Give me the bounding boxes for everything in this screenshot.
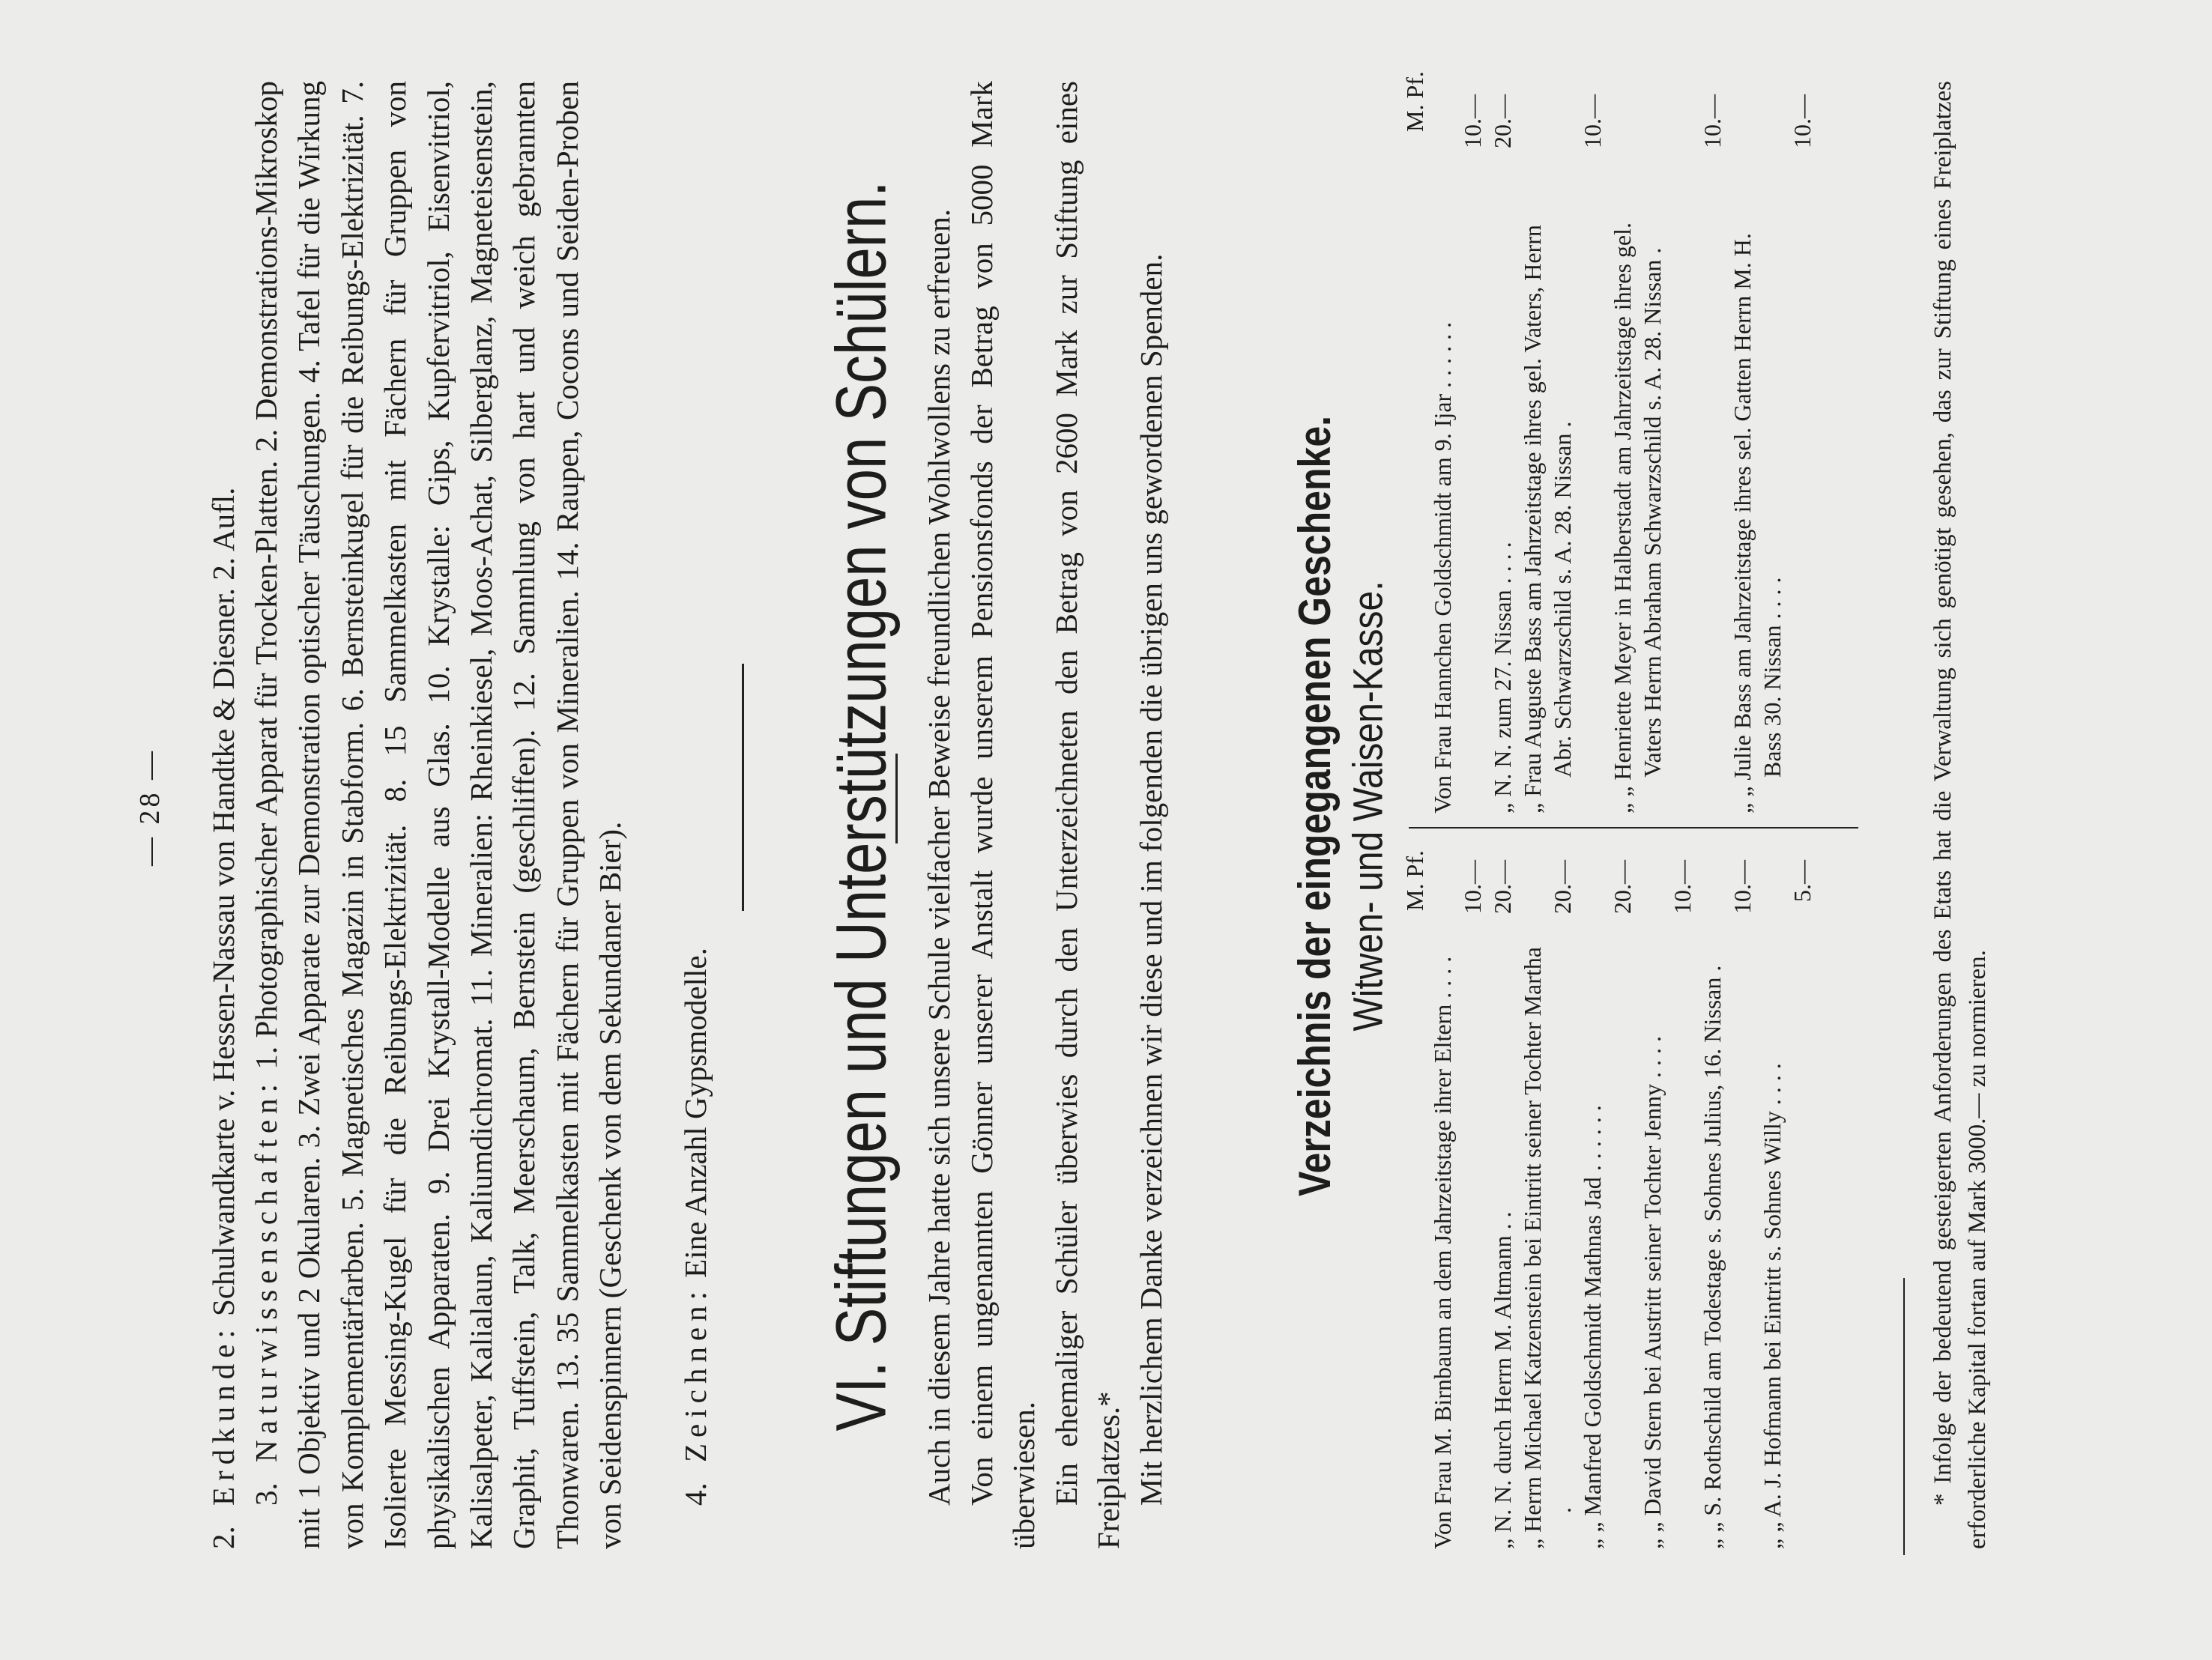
- donation-amount: 20.—: [1609, 860, 1636, 914]
- list-heading: Verzeichnis der eingegangenen Geschenke.: [1290, 415, 1341, 1197]
- paragraph: Ein ehemaliger Schüler überwies durch den Unterzeichneten den Betrag von 2600 Mark zur Stiftung eines Freiplatzes.*: [1048, 81, 1126, 1549]
- page-number: — 28 —: [134, 748, 166, 866]
- item-text: 1. Photographischer Apparat für Trocken-Platten. 2. Demonstrations-Mikroskop mit 1 Objektiv und 2 Okularen. 3. Zwei Apparate zur Demonstration optischer Täuschungen. 4. Tafel für die Wirkung von Komplementärfarben. 5. Magnetisches Magazin in Stabform. 6. Bernsteinkugel für die Reibungs-Elektrizität. 7. Isolierte Messing-Kugel für die Reibungs-Elektrizität. 8. 15 Sammelkasten mit Fächern für Gruppen von physikalischen Apparaten. 9. Drei Krystall-Modelle aus Glas. 10. Krystalle: Gips, Kupfervitriol, Eisenvitriol, Kalisalpeter, Kalialaun, Kaliumdichromat. 11. Mineralien: Rheinkiesel, Moos-Achat, Silberglanz, Magneteisenstein, Graphit, Tuffstein, Talk, Meerschaum, Bernstein (geschliffen). 12. Sammlung von hart und weich gebrannten Thonwaren. 13. 35 Sammelkasten mit Fächern für Gruppen von Mineralien. 14. Raupen, Cocons und Seiden-Proben von Seidenspinnern (Geschenk von dem Sekundaner Bier).: [249, 81, 628, 1549]
- footnote-text: * Infolge der bedeutend gesteigerten Anforderungen des Etats hat die Verwaltung sich genötigt gesehen, das zur Stiftung eines Freiplatzes erforderliche Kapital fortan auf Mark 3000.— zu normieren.: [1930, 81, 1992, 1549]
- item-number: 3.: [249, 1482, 283, 1506]
- divider-rule: [742, 664, 744, 911]
- left-donation-list: [1427, 845, 1817, 1549]
- donation-amount: 20.—: [1489, 860, 1516, 914]
- item-text: Eine Anzahl Gypsmodelle.: [678, 948, 713, 1286]
- list-item: [1757, 845, 1817, 1549]
- donation-amount: 10.—: [1789, 94, 1816, 148]
- paragraph: Auch in diesem Jahre hatte sich unsere Schule vielfacher Beweise freundlichen Wohlwollens zu erfreuen.: [922, 209, 956, 1506]
- donor-text: Von Frau Hannchen Goldschmidt am 9. Ijar . . . . . .: [1429, 321, 1456, 814]
- column-divider: [1409, 827, 1858, 829]
- donation-amount: 10.—: [1459, 860, 1486, 914]
- list-item: [1427, 845, 1487, 1549]
- donor-text: „ N. N. durch Herrn M. Altmann . .: [1489, 1211, 1516, 1549]
- list-item: [1427, 79, 1487, 814]
- donor-text: „ N. N. zum 27. Nissan . . . .: [1489, 542, 1516, 814]
- right-column-header: M. Pf.: [1401, 71, 1428, 132]
- list-subheading: Witwen- und Waisen-Kasse.: [1346, 581, 1392, 1032]
- list-item: [1487, 845, 1517, 1549]
- list-item: [1637, 845, 1697, 1549]
- donor-text: Von Frau M. Birnbaum an dem Jahrzeitstage ihrer Eltern . . . .: [1429, 956, 1456, 1549]
- right-donation-list: [1427, 79, 1817, 814]
- donation-amount: 10.—: [1669, 860, 1696, 914]
- list-item: [1487, 79, 1517, 814]
- donor-text: „ „ David Stern bei Austritt seiner Tochter Jenny . . . .: [1639, 1035, 1666, 1549]
- donor-text: „ Frau Auguste Bass am Jahrzeitstage ihres gel. Vaters, Herrn Abr. Schwarzschild s. A. 28. Nissan .: [1519, 225, 1576, 814]
- left-column-header: M. Pf.: [1401, 850, 1428, 911]
- item-number: 4.: [678, 1482, 713, 1506]
- donor-text: „ „ S. Rothschild am Todestage s. Sohnes Julius, 16. Nissan .: [1699, 965, 1726, 1549]
- item-text: Schulwandkarte v. Hessen-Nassau von Handtke & Diesner. 2. Aufl.: [206, 487, 241, 1324]
- donor-text: „ „ Manfred Goldschmidt Mathnas Jad . . . . . .: [1579, 1105, 1606, 1549]
- donation-amount: 10.—: [1459, 94, 1486, 148]
- list-item: [1607, 79, 1727, 814]
- item-number: 2.: [206, 1526, 241, 1549]
- item-label: Zeichnen:: [678, 1285, 713, 1462]
- donation-amount: 20.—: [1549, 860, 1576, 914]
- donor-text: „ Herrn Michael Katzenstein bei Eintritt seiner Tochter Martha .: [1519, 947, 1576, 1549]
- paragraph: Mit herzlichem Danke verzeichnen wir diese und im folgenden die übrigen uns gewordenen Spenden.: [1133, 253, 1168, 1506]
- donations-intro: [918, 81, 1172, 1549]
- list-item: [1697, 845, 1757, 1549]
- footnote: [1926, 81, 1995, 1549]
- donation-amount: 20.—: [1489, 94, 1516, 148]
- donor-text: „ „ Julie Bass am Jahrzeitstage ihres sel. Gatten Herrn M. H. Bass 30. Nissan . . . .: [1729, 233, 1786, 814]
- item-label: Naturwissenschaften:: [249, 1078, 283, 1462]
- donation-amount: 5.—: [1789, 860, 1816, 902]
- donation-amount: 10.—: [1699, 94, 1726, 148]
- item-label: Erdkunde:: [206, 1324, 241, 1506]
- donor-text: „ „ A. J. Hofmann bei Eintritt s. Sohnes Willy . . . .: [1759, 1063, 1786, 1549]
- item-naturwissenschaften: [245, 81, 632, 1549]
- list-item: [1517, 79, 1607, 814]
- item-zeichnen: [674, 81, 717, 1549]
- item-erdkunde: [202, 81, 245, 1549]
- donation-amount: 10.—: [1729, 860, 1756, 914]
- list-item: [1577, 845, 1637, 1549]
- paragraph: Von einem ungenannten Gönner unserer Anstalt wurde unserem Pensionsfonds der Betrag von 5000 Mark überwiesen.: [964, 81, 1042, 1549]
- divider-rule-short: [895, 754, 898, 843]
- list-item: [1727, 79, 1817, 814]
- donor-text: „ „ Henriette Meyer in Halberstadt am Jahrzeitstage ihres gel. Vaters Herrn Abraham Schwarzschild s. A. 28. Nissan .: [1609, 222, 1666, 814]
- donation-amount: 10.—: [1579, 94, 1606, 148]
- footnote-rule: [1903, 1278, 1905, 1555]
- section-heading: VI. Stiftungen und Unterstützungen von Schülern.: [821, 181, 901, 1432]
- list-item: [1517, 845, 1577, 1549]
